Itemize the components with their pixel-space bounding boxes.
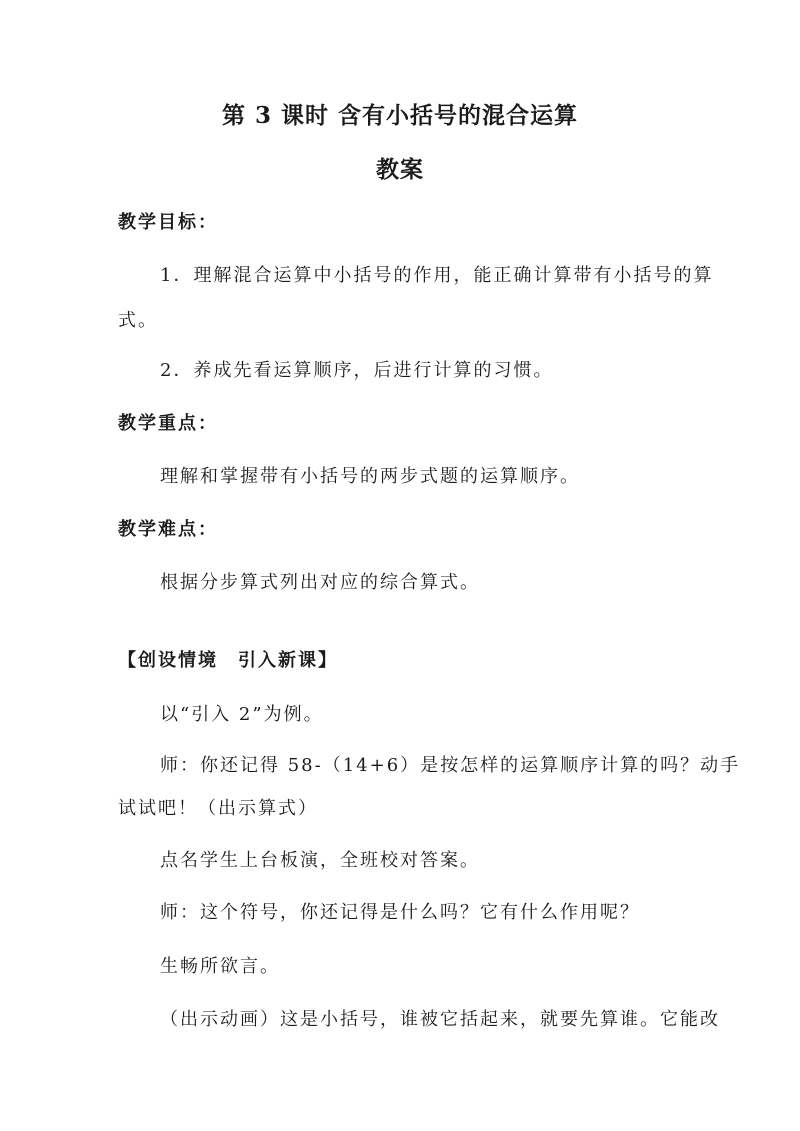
lesson-subtitle: 教案 [376, 156, 424, 183]
paragraph-4: 师：这个符号，你还记得是什么吗？它有什么作用呢？ [160, 902, 640, 923]
lesson-title: 第 3 课时 含有小括号的混合运算 [221, 102, 579, 129]
difficulty-heading: 教学难点： [118, 519, 218, 540]
key-point-heading: 教学重点： [118, 413, 218, 434]
objective-1-line2: 式。 [118, 310, 158, 331]
paragraph-1: 以“引入 2”为例。 [160, 704, 324, 725]
objective-1-line1: 1．理解混合运算中小括号的作用，能正确计算带有小括号的算 [160, 265, 714, 286]
paragraph-2-line2: 试试吧！（出示算式） [118, 798, 318, 819]
difficulty-text: 根据分步算式列出对应的综合算式。 [160, 572, 480, 593]
paragraph-5: 生畅所欲言。 [160, 956, 280, 977]
objective-2: 2．养成先看运算顺序，后进行计算的习惯。 [160, 360, 554, 381]
paragraph-6: （出示动画）这是小括号，谁被它括起来，就要先算谁。它能改 [160, 1009, 720, 1030]
paragraph-2-line1: 师：你还记得 58-（14+6）是按怎样的运算顺序计算的吗？动手 [160, 755, 741, 776]
section-heading: 【创设情境 引入新课】 [118, 650, 338, 671]
key-point-text: 理解和掌握带有小括号的两步式题的运算顺序。 [160, 466, 580, 487]
paragraph-3: 点名学生上台板演，全班校对答案。 [160, 850, 480, 871]
objectives-heading: 教学目标： [118, 212, 218, 233]
